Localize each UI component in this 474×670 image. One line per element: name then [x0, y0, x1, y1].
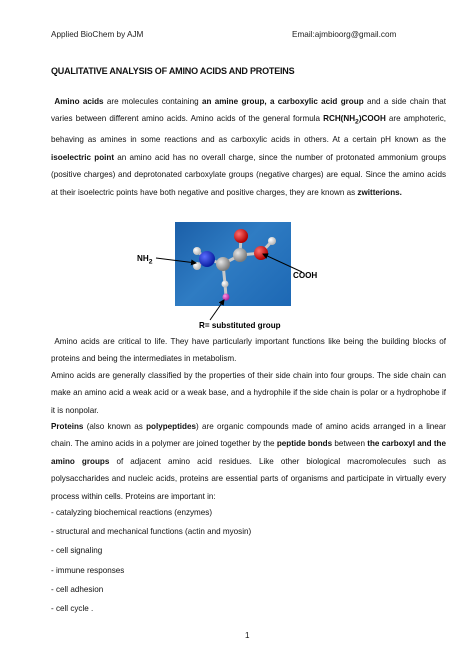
text-span: are molecules containing: [103, 97, 202, 106]
formula-subscript: 2: [355, 119, 359, 127]
text-span: and a side chain that varies between different amino acids. Amino acids of the general formula: [51, 97, 447, 124]
paragraph-classification: Amino acids are generally classified by the properties of their side chain into four groups. The side chain can make an amino acid a weak acid or a weak base, and a hydrophile if the side chain is polar or a hydrophobe if it is nonpolar.: [51, 371, 446, 415]
term-isoelectric-point: isoelectric point: [51, 152, 115, 162]
term-amino-acids: Amino acids: [54, 97, 104, 106]
term-functional-groups: an amine group, a carboxylic acid group: [201, 97, 364, 106]
page-number: 1: [245, 631, 250, 640]
list-item: - catalyzing biochemical reactions (enzymes): [51, 508, 213, 517]
text-span: an amino acid has no overall charge, since the number of protonated ammonium groups (positive charges) and deprotonated carboxylate groups (negative charges) are equal. Since the amino acids at their isoelectric points have both negative and positive charges, they are known as: [51, 152, 446, 197]
text-span: Amino acids are critical to life. They have particularly important functions like being the building blocks of proteins and being the intermediates in metabolism.: [51, 337, 447, 364]
formula-part: )COOH: [358, 114, 386, 124]
text-span: of adjacent amino acid residues. Like other biological macromolecules such as polysaccharides and nucleic acids, proteins are essential parts of organisms and participate in virtually every process within cells. Proteins are important in:: [51, 456, 447, 501]
text-span: ) are organic compounds made of amino acids arranged in a linear chain. The amino acids in a polymer are joined together by the: [51, 422, 446, 449]
term-polypeptides: polypeptides: [146, 422, 196, 431]
label-amine-group: [137, 254, 152, 266]
label-subscript: 2: [148, 258, 153, 266]
text-span: are amphoteric, behaving as amines in some reactions and as carboxylic acids in others. At a certain pH known as the: [51, 114, 447, 145]
protein-functions-list: [51, 503, 251, 618]
paragraph-importance: [51, 333, 446, 368]
term-peptide-bonds: peptide bonds: [276, 439, 333, 449]
page-title: QUALITATIVE ANALYSIS OF AMINO ACIDS AND PROTEINS: [51, 66, 295, 76]
paragraph-proteins: [51, 418, 446, 505]
text-span: between: [332, 439, 368, 449]
label-carboxyl-group: COOH: [293, 271, 318, 280]
list-item: - structural and mechanical functions (actin and myosin): [51, 527, 252, 537]
label-side-chain: R= substituted group: [199, 321, 281, 330]
arrow-to-carboxyl: [263, 254, 302, 272]
text-span: (also known as: [83, 422, 147, 431]
term-proteins: Proteins: [51, 422, 84, 431]
arrow-to-side-chain: [210, 300, 224, 320]
list-item: - cell signaling: [51, 546, 103, 556]
term-carboxyl-amino-groups: the carboxyl and the amino groups: [51, 439, 446, 466]
term-zwitterions: zwitterions.: [357, 187, 402, 197]
label-text: NH: [137, 254, 149, 263]
arrow-to-amine: [156, 258, 196, 263]
list-item: - immune responses: [51, 565, 125, 575]
list-item: - cell cycle .: [51, 603, 94, 613]
header-email: Email:ajmbioorg@gmail.com: [292, 30, 397, 39]
list-item: - cell adhesion: [51, 584, 104, 594]
formula-part: RCH(NH: [323, 114, 356, 124]
header-author: Applied BioChem by AJM: [51, 30, 144, 39]
